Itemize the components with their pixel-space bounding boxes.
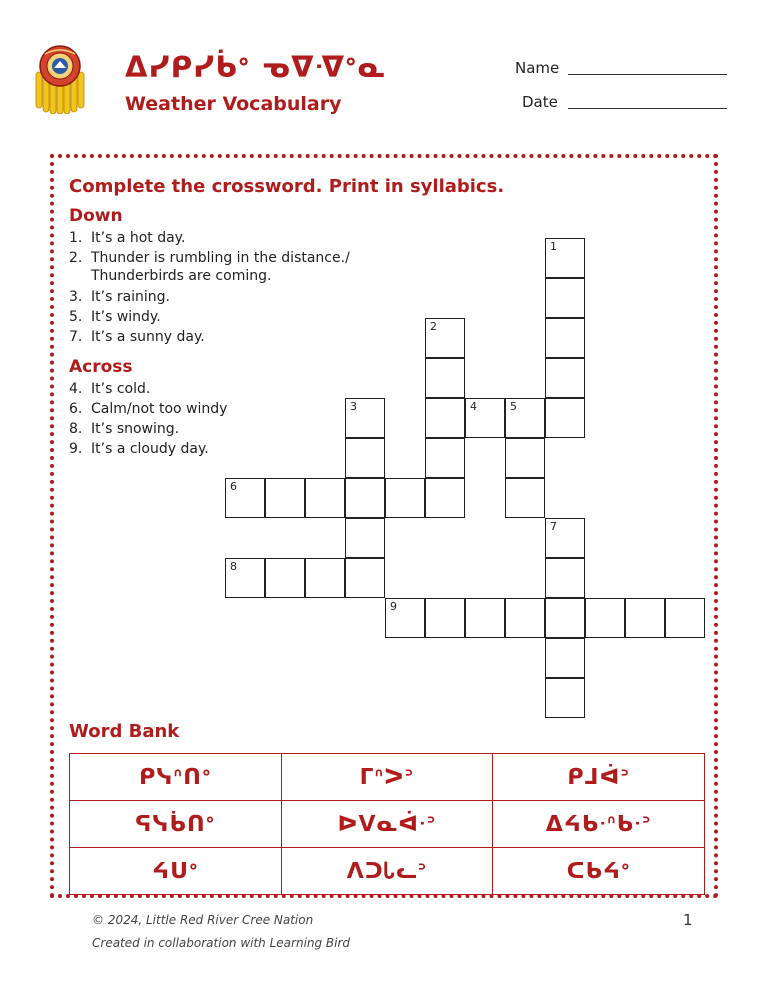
clue-text: It’s windy. xyxy=(91,309,161,325)
title-syllabics: ᐃᓯᑭᓯᑳᐤ ᓀᐁᐌᐤᓇ xyxy=(125,50,386,84)
date-label: Date xyxy=(522,93,558,111)
crossword-cell[interactable] xyxy=(305,478,345,518)
word-bank-heading: Word Bank xyxy=(69,721,180,742)
crossword-cell[interactable] xyxy=(345,518,385,558)
crossword-cell[interactable] xyxy=(425,398,465,438)
cell-number: 1 xyxy=(550,240,557,253)
word-bank-cell: ᔦᑌᐤ xyxy=(70,848,282,895)
cell-number: 6 xyxy=(230,480,237,493)
cell-number: 2 xyxy=(430,320,437,333)
crossword-cell[interactable] xyxy=(345,558,385,598)
crossword-cell[interactable] xyxy=(505,598,545,638)
date-field[interactable] xyxy=(568,108,727,109)
clue-number: 8. xyxy=(69,421,83,437)
table-row xyxy=(70,754,705,801)
credit-text: Created in collaboration with Learning Bird xyxy=(92,936,351,950)
table-row xyxy=(70,801,705,848)
across-clue xyxy=(69,420,179,438)
crossword-cell[interactable] xyxy=(545,398,585,438)
crossword-cell[interactable] xyxy=(545,678,585,718)
clue-text: It’s a sunny day. xyxy=(91,329,205,345)
crossword-cell[interactable] xyxy=(345,398,385,438)
clue-number: 5. xyxy=(69,309,83,325)
down-heading: Down xyxy=(69,206,123,226)
table-row xyxy=(70,848,705,895)
crossword-cell[interactable] xyxy=(465,598,505,638)
word-bank-cell: ᐅᐯᓇᐋᐧᐣ xyxy=(281,801,493,848)
instruction: Complete the crossword. Print in syllabics. xyxy=(69,176,505,197)
name-field[interactable] xyxy=(568,74,727,75)
clue-text: Calm/not too windy xyxy=(91,401,228,417)
down-clue xyxy=(69,288,170,306)
crossword-cell[interactable] xyxy=(385,478,425,518)
crossword-cell[interactable] xyxy=(545,598,585,638)
cell-number: 9 xyxy=(390,600,397,613)
cell-number: 8 xyxy=(230,560,237,573)
crossword-cell[interactable] xyxy=(585,598,625,638)
crossword-cell[interactable] xyxy=(545,558,585,598)
copyright-text: © 2024, Little Red River Cree Nation xyxy=(92,913,314,927)
down-clue xyxy=(69,249,361,285)
crossword-cell[interactable] xyxy=(505,438,545,478)
clue-number: 1. xyxy=(69,230,83,246)
clue-text: It’s a cloudy day. xyxy=(91,441,209,457)
across-clue xyxy=(69,440,209,458)
clue-number: 9. xyxy=(69,441,83,457)
crossword-cell[interactable] xyxy=(545,518,585,558)
crossword-cell[interactable] xyxy=(545,278,585,318)
cell-number: 4 xyxy=(470,400,477,413)
cell-number: 7 xyxy=(550,520,557,533)
word-bank-cell: ᑕᑲᔦᐤ xyxy=(493,848,705,895)
crossword-cell[interactable] xyxy=(545,358,585,398)
down-clue xyxy=(69,308,161,326)
crossword-cell[interactable] xyxy=(425,478,465,518)
page-number: 1 xyxy=(683,911,693,929)
crossword-cell[interactable] xyxy=(425,598,465,638)
down-clue xyxy=(69,229,185,247)
cell-number: 5 xyxy=(510,400,517,413)
clue-text: It’s a hot day. xyxy=(91,230,186,246)
crossword-cell[interactable] xyxy=(345,478,385,518)
crossword-cell[interactable] xyxy=(545,638,585,678)
clue-number: 7. xyxy=(69,329,83,345)
across-heading: Across xyxy=(69,357,133,377)
crossword-cell[interactable] xyxy=(425,358,465,398)
crossword-cell[interactable] xyxy=(625,598,665,638)
crossword-cell[interactable] xyxy=(265,478,305,518)
name-label: Name xyxy=(515,59,560,77)
crossword-cell[interactable] xyxy=(345,438,385,478)
crossword-cell[interactable] xyxy=(425,438,465,478)
clue-number: 6. xyxy=(69,401,83,417)
crossword-cell[interactable] xyxy=(305,558,345,598)
crossword-cell[interactable] xyxy=(465,398,505,438)
clue-text: It’s snowing. xyxy=(91,421,180,437)
title-english: Weather Vocabulary xyxy=(125,93,342,115)
crossword-cell[interactable] xyxy=(545,238,585,278)
crossword-cell[interactable] xyxy=(265,558,305,598)
crossword-cell[interactable] xyxy=(225,478,265,518)
crossword-cell[interactable] xyxy=(665,598,705,638)
word-bank-table xyxy=(69,753,705,895)
clue-text: It’s cold. xyxy=(91,381,151,397)
crossword-cell[interactable] xyxy=(225,558,265,598)
crossword-cell[interactable] xyxy=(505,478,545,518)
crossword-cell[interactable] xyxy=(505,398,545,438)
word-bank-cell: ᐃᔦᑲᐧᐢᑲᐧᐣ xyxy=(493,801,705,848)
crossword-cell[interactable] xyxy=(425,318,465,358)
clue-number: 2. xyxy=(69,250,83,266)
word-bank-cell: ᐱᑐᏓᓚᐣ xyxy=(281,848,493,895)
clue-text: Thunder is rumbling in the distance./ Thunderbirds are coming. xyxy=(91,250,350,284)
word-bank-cell: ᑭᓭᐢᑎᐤ xyxy=(70,754,282,801)
word-bank-cell: ᕋᓭᑳᑎᐤ xyxy=(70,801,282,848)
crossword-cell[interactable] xyxy=(545,318,585,358)
clue-number: 4. xyxy=(69,381,83,397)
cell-number: 3 xyxy=(350,400,357,413)
across-clue xyxy=(69,400,227,418)
word-bank-cell: ᒥᐢᐳᐣ xyxy=(281,754,493,801)
word-bank-cell: ᑭᒧᐋᐣ xyxy=(493,754,705,801)
across-clue xyxy=(69,380,150,398)
down-clue xyxy=(69,328,205,346)
crossword-cell[interactable] xyxy=(385,598,425,638)
clue-number: 3. xyxy=(69,289,83,305)
nation-logo xyxy=(30,44,90,114)
clue-text: It’s raining. xyxy=(91,289,171,305)
